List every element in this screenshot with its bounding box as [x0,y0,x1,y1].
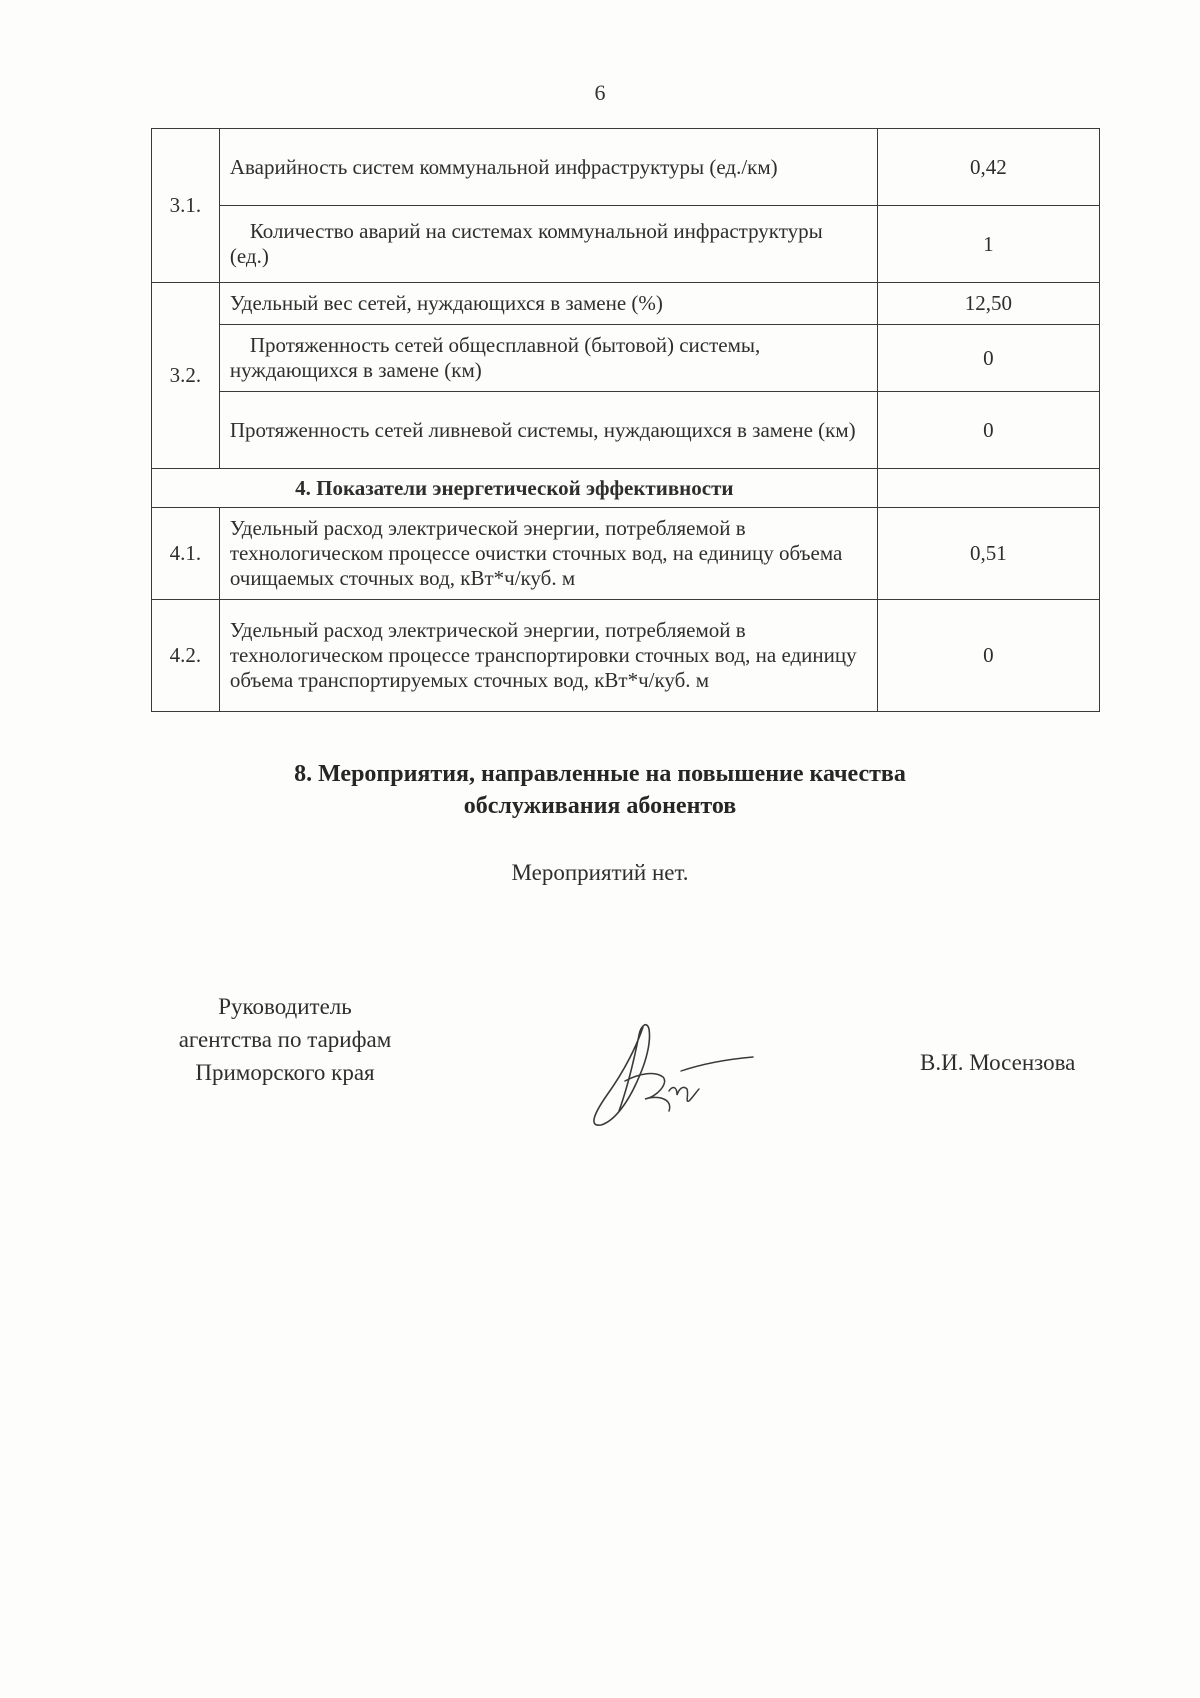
empty-cell [877,469,1099,508]
signer-title-line-3: Приморского края [195,1060,375,1085]
indicators-table [151,128,1100,712]
indicator-value: 1 [877,206,1099,283]
table-row [152,325,1100,392]
indicator-name: Количество аварий на системах коммунальной инфраструктуры (ед.) [219,206,877,283]
indicator-value: 0,42 [877,129,1099,206]
section-8-heading [0,758,1200,822]
row-number: 3.1. [152,129,220,283]
indicator-value: 0 [877,392,1099,469]
no-measures-text: Мероприятий нет. [511,860,689,885]
heading-line-1: 8. Мероприятия, направленные на повышение качества [294,761,906,787]
section-title: 4. Показатели энергетической эффективности [152,469,878,508]
signer-title-line-2: агентства по тарифам [178,1027,392,1052]
indicator-name: Протяженность сетей общесплавной (бытовой) системы, нуждающихся в замене (км) [219,325,877,392]
row-number: 4.2. [152,600,220,712]
table-row [152,206,1100,283]
indicator-value: 12,50 [877,283,1099,325]
indicator-value: 0 [877,325,1099,392]
table-row [152,283,1100,325]
heading-line-2: обслуживания абонентов [463,793,737,819]
indicator-name: Удельный расход электрической энергии, потребляемой в технологическом процессе транспортировки сточных вод, на единицу объема транспортируемых сточных вод, кВт*ч/куб. м [219,600,877,712]
indicator-name: Удельный вес сетей, нуждающихся в замене (%) [219,283,877,325]
indicator-name: Протяженность сетей ливневой системы, нуждающихся в замене (км) [219,392,877,469]
indicator-value: 0,51 [877,508,1099,600]
signer-title-line-1: Руководитель [218,994,352,1019]
row-number: 4.1. [152,508,220,600]
page-number: 6 [594,80,606,105]
indicator-name: Аварийность систем коммунальной инфраструктуры (ед./км) [219,129,877,206]
signer-title [140,990,430,1089]
table-row [152,508,1100,600]
indicator-name: Удельный расход электрической энергии, потребляемой в технологическом процессе очистки сточных вод, на единицу объема очищаемых сточных вод, кВт*ч/куб. м [219,508,877,600]
table-row [152,129,1100,206]
table-row [152,392,1100,469]
row-number: 3.2. [152,283,220,469]
table-row [152,600,1100,712]
section-row [152,469,1100,508]
handwritten-signature [585,1015,755,1135]
signer-name: В.И. Мосензова [920,1050,1076,1075]
indicator-value: 0 [877,600,1099,712]
